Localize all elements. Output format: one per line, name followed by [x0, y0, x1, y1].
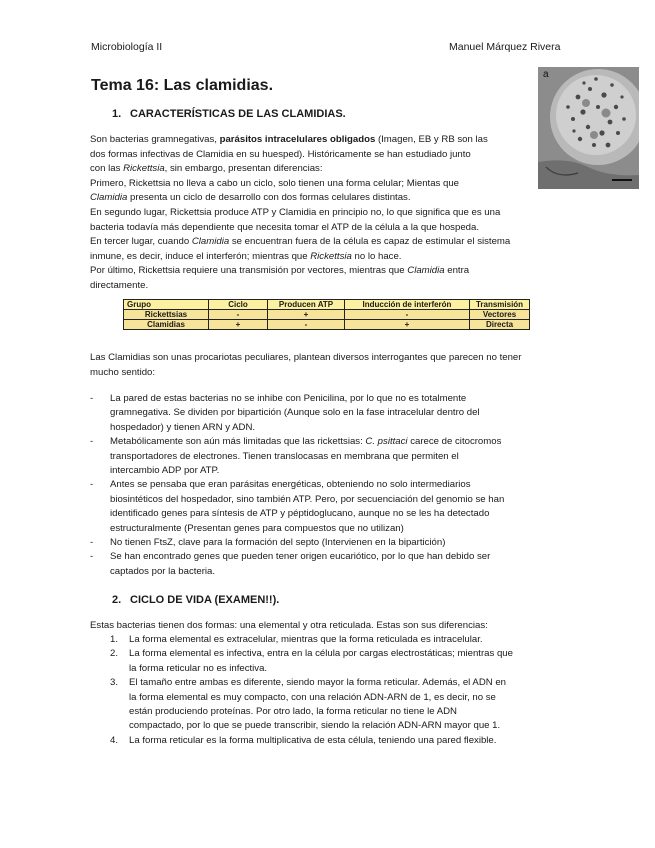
table-cell: Rickettsias [124, 310, 209, 320]
paragraph-2 [90, 351, 565, 380]
table-header-cell: Transmisión [470, 300, 530, 310]
paragraph-3: Estas bacterias tienen dos formas: una elemental y otra reticulada. Estas son sus diferencias: [90, 620, 488, 631]
page-title: Tema 16: Las clamidias. [91, 77, 274, 94]
table-cell: + [268, 310, 345, 320]
table-header-cell: Inducción de interferón [345, 300, 470, 310]
bullet-list [90, 392, 570, 579]
section-1-title: CARACTERÍSTICAS DE LAS CLAMIDIAS. [130, 108, 346, 120]
intro-line: Son bacterias gramnegativas, parásitos intracelulares obligados (Imagen, EB y RB son las [90, 134, 488, 145]
intro-line: En segundo lugar, Rickettsia produce ATP y Clamidia en principio no, lo que significa que es una [90, 206, 501, 218]
intro-line: dos formas infectivas de Clamidia en su huesped). Históricamente se han estudiado junto [90, 148, 471, 160]
intro-paragraph [90, 133, 565, 294]
intro-line: En tercer lugar, cuando Clamidia se encuentran fuera de la célula es capaz de estimular el sistema [90, 236, 511, 248]
bullet-marker: - [90, 479, 94, 491]
intro-line: bacteria todavía más dependiente que necesita tomar el ATP de la célula a la que hospeda. [90, 221, 479, 233]
intro-line: con las Rickettsia, sin embargo, presentan diferencias: [90, 163, 323, 175]
table-row [124, 320, 530, 330]
section-1-heading [112, 108, 346, 120]
intro-line: directamente. [90, 279, 149, 291]
paragraph-line: mucho sentido: [90, 366, 156, 378]
intro-line: Primero, Rickettsia no lleva a cabo un ciclo, solo tienen una forma celular; Mientas que [90, 177, 460, 189]
list-item: - Se han encontrado genes que pueden tener origen eucariótico, por lo que han debido ser captados por la bacteria. [90, 551, 491, 577]
section-1-number: 1. [112, 108, 122, 120]
table-header-row [124, 300, 530, 310]
intro-line: Clamidia presenta un ciclo de desarrollo con dos formas celulares distintas. [90, 192, 411, 204]
table-cell: + [345, 320, 470, 330]
table-header-cell: Ciclo [209, 300, 268, 310]
list-number: 2. [110, 648, 119, 660]
bullet-marker: - [90, 551, 94, 563]
paragraph-line: Las Clamidias son unas procariotas peculiares, plantean diversos interrogantes que parecen no tener [90, 352, 522, 363]
micrograph-label: a [543, 69, 549, 80]
intro-line: Por último, Rickettsia requiere una transmisión por vectores, mientras que Clamidia entra [90, 265, 470, 277]
list-item: 1. La forma elemental es extracelular, mientras que la forma reticulada es intracelular. [110, 633, 570, 647]
table-cell: - [268, 320, 345, 330]
table-header-cell: Producen ATP [268, 300, 345, 310]
list-number: 3. [110, 677, 119, 689]
section-2-number: 2. [112, 594, 122, 606]
table-cell: Vectores [470, 310, 530, 320]
list-item: - Antes se pensaba que eran parásitas energéticas, obteniendo no solo intermediarios biosintéticos del hospedador, sino también ATP. Pero, por secuenciación del genomio se han identificado genes para síntesis de ATP y péptidoglucano, aunque no se les ha detectado estructuralmente (Presentan genes para compuestos que no utilizan) [90, 479, 505, 534]
comparison-table [123, 299, 530, 330]
table-cell: - [209, 310, 268, 320]
list-item: 4. La forma reticular es la forma multiplicativa de esta célula, teniendo una pared flexible. [110, 734, 570, 748]
list-item: 3. El tamaño entre ambas es diferente, siendo mayor la forma reticular. Además, el ADN en la forma elemental es muy compacto, con una relación ADN-ARN de 1, es decir, no se están produciendo proteínas. Por otro lado, la forma reticular no tiene le ADN compactado, por lo que se puede transcribir, siendo la relación ADN-ARN mayor que 1. [110, 677, 507, 732]
intro-line: inmune, es decir, induce el interferón; mientras que Rickettsia no lo hace. [90, 250, 402, 262]
list-item: - Metabólicamente son aún más limitadas que las rickettsias: C. psittaci carece de citocromos transportadores de electrones. Tienen translocasas en membrana que permiten el intercambio ADP por ATP. [90, 436, 502, 477]
list-item: - La pared de estas bacterias no se inhibe con Penicilina, por lo que no es totalmente gramnegativa. Se dividen por bipartición (Aunque solo en la fase intracelular dentro del hospedador) y tienen ARN y ADN. [90, 393, 480, 433]
table-cell: Directa [470, 320, 530, 330]
bullet-marker: - [90, 537, 94, 549]
table-header-cell: Grupo [124, 300, 209, 310]
bullet-marker: - [90, 436, 94, 448]
ordered-list [110, 633, 570, 748]
section-2-heading [112, 594, 279, 606]
list-number: 1. [110, 634, 119, 645]
table-cell: - [345, 310, 470, 320]
table-cell: Clamidias [124, 320, 209, 330]
section-2-title: CICLO DE VIDA (EXAMEN!!). [130, 594, 280, 606]
bullet-marker: - [90, 393, 94, 404]
list-number: 4. [110, 734, 119, 746]
table-row [124, 310, 530, 320]
list-item: - No tienen FtsZ, clave para la formación del septo (Intervienen en la bipartición) [90, 536, 570, 550]
list-item: 2. La forma elemental es infectiva, entra en la célula por cargas electrostáticas; mientras que la forma reticular no es infectiva. [110, 648, 513, 674]
table-cell: + [209, 320, 268, 330]
header-left: Microbiología II [91, 41, 163, 53]
header-right: Manuel Márquez Rivera [449, 41, 561, 53]
